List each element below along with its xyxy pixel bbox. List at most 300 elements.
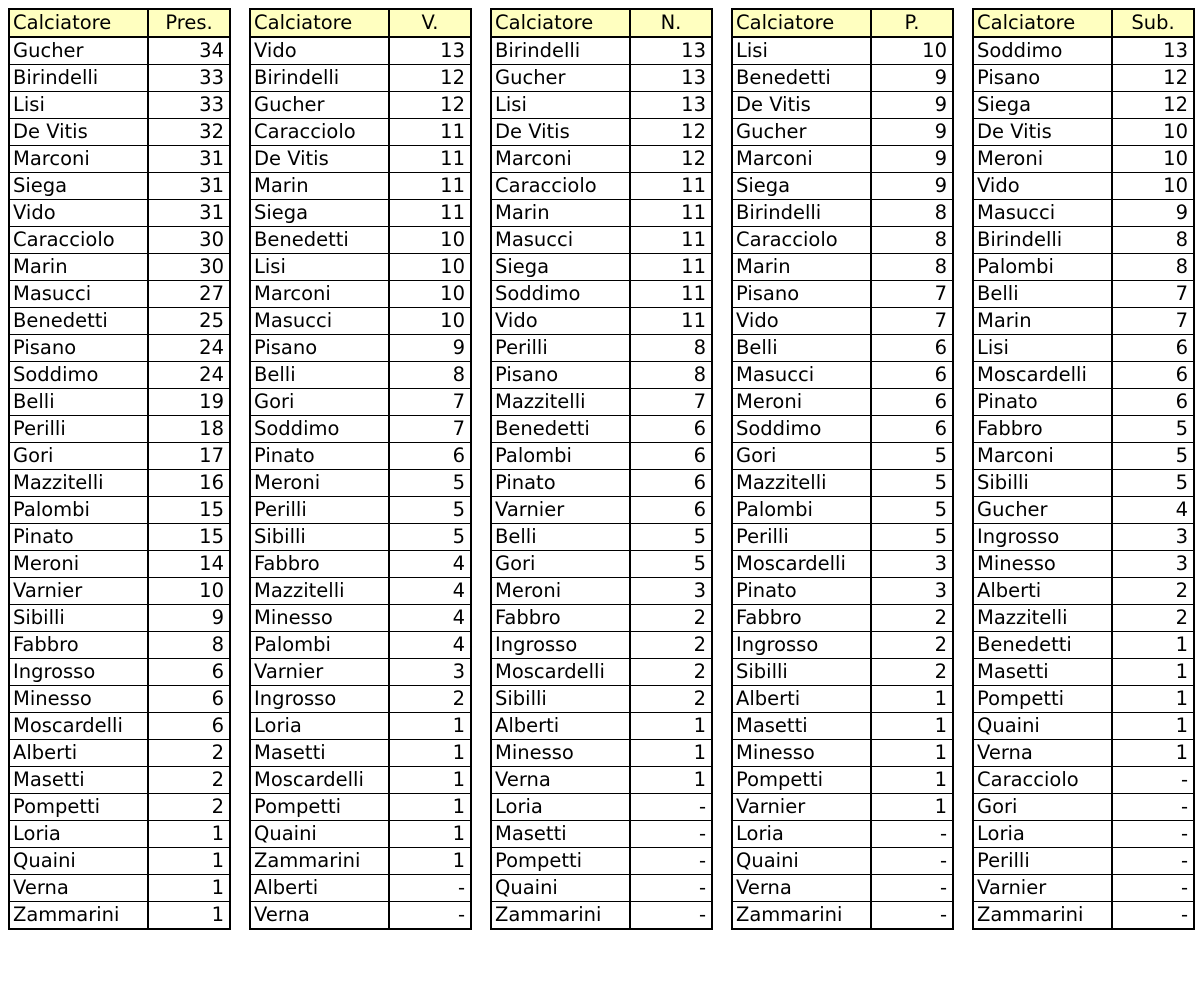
table-row (250, 92, 471, 119)
player-name-cell: Perilli (9, 416, 148, 443)
column-header-value: V. (389, 9, 471, 37)
player-name-cell: Gori (9, 443, 148, 470)
table-row (973, 443, 1194, 470)
table-row (973, 92, 1194, 119)
player-name-cell: Marin (732, 254, 871, 281)
player-name-cell: Siega (250, 200, 389, 227)
player-name-cell: Masucci (732, 362, 871, 389)
stat-value-cell: 1 (148, 848, 230, 875)
player-name-cell: Birindelli (250, 65, 389, 92)
stat-value-cell: 11 (389, 146, 471, 173)
player-name-cell: Vido (973, 173, 1112, 200)
stat-value-cell: 4 (389, 551, 471, 578)
player-name-cell: Sibilli (732, 659, 871, 686)
table-row (973, 551, 1194, 578)
table-row (973, 902, 1194, 930)
stat-value-cell: 10 (1112, 146, 1194, 173)
stat-value-cell: 13 (1112, 37, 1194, 65)
table-row (973, 605, 1194, 632)
stat-value-cell: 5 (389, 470, 471, 497)
player-name-cell: Sibilli (491, 686, 630, 713)
table-row (491, 659, 712, 686)
stat-value-cell: 8 (871, 200, 953, 227)
stat-value-cell: 30 (148, 227, 230, 254)
stat-value-cell: 9 (1112, 200, 1194, 227)
player-name-cell: Lisi (9, 92, 148, 119)
player-name-cell: Zammarini (491, 902, 630, 930)
table-row (973, 65, 1194, 92)
player-name-cell: Quaini (732, 848, 871, 875)
player-name-cell: Gori (250, 389, 389, 416)
stat-value-cell: 7 (630, 389, 712, 416)
player-name-cell: Alberti (9, 740, 148, 767)
player-name-cell: Moscardelli (732, 551, 871, 578)
table-row (973, 821, 1194, 848)
stat-value-cell: 10 (389, 254, 471, 281)
header-row (732, 9, 953, 37)
table-row (250, 416, 471, 443)
player-name-cell: De Vitis (973, 119, 1112, 146)
player-name-cell: Varnier (9, 578, 148, 605)
player-name-cell: Mazzitelli (491, 389, 630, 416)
table-row (9, 308, 230, 335)
stat-value-cell: 10 (1112, 119, 1194, 146)
stat-value-cell: 8 (630, 362, 712, 389)
stat-value-cell: 9 (871, 146, 953, 173)
player-name-cell: Mazzitelli (732, 470, 871, 497)
table-row (250, 605, 471, 632)
player-name-cell: Pinato (9, 524, 148, 551)
stat-value-cell: 13 (630, 37, 712, 65)
stat-value-cell: 1 (1112, 659, 1194, 686)
table-row (491, 335, 712, 362)
table-row (732, 227, 953, 254)
stat-value-cell: 15 (148, 524, 230, 551)
player-name-cell: Siega (9, 173, 148, 200)
stat-value-cell: - (1112, 821, 1194, 848)
stat-value-cell: 3 (871, 578, 953, 605)
stat-value-cell: 1 (389, 848, 471, 875)
player-name-cell: Zammarini (250, 848, 389, 875)
stat-value-cell: 2 (871, 659, 953, 686)
table-row (732, 200, 953, 227)
table-row (732, 146, 953, 173)
table-row (491, 200, 712, 227)
table-row (250, 146, 471, 173)
player-name-cell: Varnier (491, 497, 630, 524)
player-name-cell: Soddimo (9, 362, 148, 389)
stat-value-cell: 1 (1112, 740, 1194, 767)
player-name-cell: Pinato (491, 470, 630, 497)
player-name-cell: Alberti (973, 578, 1112, 605)
player-name-cell: Lisi (973, 335, 1112, 362)
stat-value-cell: 12 (389, 65, 471, 92)
stat-value-cell: - (1112, 875, 1194, 902)
player-name-cell: Gori (973, 794, 1112, 821)
table-row (491, 92, 712, 119)
player-name-cell: Vido (250, 37, 389, 65)
table-row (491, 740, 712, 767)
stat-value-cell: 6 (630, 416, 712, 443)
player-name-cell: Meroni (9, 551, 148, 578)
table-row (732, 173, 953, 200)
player-name-cell: Zammarini (9, 902, 148, 930)
player-name-cell: Pompetti (732, 767, 871, 794)
stat-value-cell: 5 (871, 524, 953, 551)
stat-value-cell: 5 (871, 443, 953, 470)
table-row (250, 254, 471, 281)
table-row (732, 335, 953, 362)
stat-value-cell: - (871, 848, 953, 875)
table-row (732, 713, 953, 740)
column-header-calciatore: Calciatore (9, 9, 148, 37)
player-name-cell: Siega (732, 173, 871, 200)
stat-value-cell: - (1112, 848, 1194, 875)
stat-value-cell: 1 (630, 713, 712, 740)
stat-value-cell: 3 (1112, 524, 1194, 551)
stat-value-cell: 32 (148, 119, 230, 146)
table-row (973, 686, 1194, 713)
stat-value-cell: 1 (1112, 713, 1194, 740)
table-row (9, 470, 230, 497)
table-row (250, 551, 471, 578)
player-name-cell: Loria (9, 821, 148, 848)
stat-value-cell: - (389, 902, 471, 930)
table-row (973, 146, 1194, 173)
table-row (250, 713, 471, 740)
stats-table-presenze (8, 8, 231, 930)
player-name-cell: Fabbro (973, 416, 1112, 443)
table-row (732, 308, 953, 335)
player-name-cell: Ingrosso (9, 659, 148, 686)
table-row (491, 713, 712, 740)
table-row (9, 119, 230, 146)
player-name-cell: Palombi (491, 443, 630, 470)
player-name-cell: Verna (973, 740, 1112, 767)
stat-value-cell: 10 (389, 281, 471, 308)
table-row (491, 281, 712, 308)
player-name-cell: Marin (491, 200, 630, 227)
stat-value-cell: 4 (389, 632, 471, 659)
player-name-cell: Pisano (732, 281, 871, 308)
player-name-cell: Sibilli (250, 524, 389, 551)
player-name-cell: Palombi (732, 497, 871, 524)
stat-value-cell: 11 (630, 308, 712, 335)
stats-table-vittorie (249, 8, 472, 930)
table-row (9, 443, 230, 470)
table-row (973, 740, 1194, 767)
table-row (491, 686, 712, 713)
stat-value-cell: 1 (1112, 686, 1194, 713)
stat-value-cell: 6 (871, 335, 953, 362)
stat-value-cell: 11 (630, 254, 712, 281)
table-row (732, 119, 953, 146)
stat-value-cell: 10 (1112, 173, 1194, 200)
stat-value-cell: 5 (1112, 443, 1194, 470)
stat-value-cell: 14 (148, 551, 230, 578)
table-row (973, 470, 1194, 497)
player-name-cell: Birindelli (491, 37, 630, 65)
player-name-cell: Moscardelli (250, 767, 389, 794)
player-name-cell: Vido (9, 200, 148, 227)
table-row (250, 686, 471, 713)
stat-value-cell: 2 (630, 686, 712, 713)
player-name-cell: Soddimo (250, 416, 389, 443)
stat-value-cell: 12 (1112, 65, 1194, 92)
player-name-cell: Meroni (491, 578, 630, 605)
stat-value-cell: - (630, 821, 712, 848)
table-row (491, 389, 712, 416)
stat-value-cell: 1 (148, 821, 230, 848)
table-row (973, 416, 1194, 443)
table-row (250, 37, 471, 65)
stat-value-cell: - (1112, 767, 1194, 794)
header-row (491, 9, 712, 37)
table-row (732, 524, 953, 551)
player-name-cell: De Vitis (9, 119, 148, 146)
stat-value-cell: 9 (389, 335, 471, 362)
player-name-cell: Ingrosso (250, 686, 389, 713)
stat-value-cell: 1 (630, 740, 712, 767)
player-name-cell: Birindelli (973, 227, 1112, 254)
stat-value-cell: 2 (630, 659, 712, 686)
stat-value-cell: 4 (389, 578, 471, 605)
stat-value-cell: 5 (1112, 470, 1194, 497)
stat-value-cell: 25 (148, 308, 230, 335)
player-name-cell: Minesso (491, 740, 630, 767)
stat-value-cell: - (1112, 794, 1194, 821)
stat-value-cell: 33 (148, 92, 230, 119)
table-row (250, 821, 471, 848)
table-row (250, 578, 471, 605)
player-name-cell: Perilli (973, 848, 1112, 875)
table-row (732, 362, 953, 389)
table-row (732, 389, 953, 416)
stat-value-cell: 6 (871, 416, 953, 443)
stat-value-cell: 17 (148, 443, 230, 470)
stat-value-cell: 19 (148, 389, 230, 416)
stat-value-cell: 5 (871, 470, 953, 497)
table-row (732, 659, 953, 686)
table-row (732, 470, 953, 497)
table-row (9, 848, 230, 875)
table-row (9, 416, 230, 443)
table-row (491, 146, 712, 173)
stat-value-cell: 8 (1112, 227, 1194, 254)
player-name-cell: De Vitis (491, 119, 630, 146)
player-name-cell: Minesso (250, 605, 389, 632)
player-name-cell: Masucci (9, 281, 148, 308)
player-name-cell: Marconi (732, 146, 871, 173)
stat-value-cell: 2 (1112, 605, 1194, 632)
table-row (9, 37, 230, 65)
stat-value-cell: 7 (871, 281, 953, 308)
table-row (491, 848, 712, 875)
player-name-cell: Loria (250, 713, 389, 740)
table-row (491, 65, 712, 92)
stat-value-cell: 30 (148, 254, 230, 281)
table-row (732, 632, 953, 659)
table-row (973, 200, 1194, 227)
stat-value-cell: 10 (389, 227, 471, 254)
player-name-cell: Benedetti (973, 632, 1112, 659)
player-name-cell: Caracciolo (491, 173, 630, 200)
player-name-cell: Moscardelli (491, 659, 630, 686)
player-name-cell: Birindelli (732, 200, 871, 227)
player-name-cell: Pompetti (9, 794, 148, 821)
player-name-cell: Quaini (250, 821, 389, 848)
stat-value-cell: 1 (389, 740, 471, 767)
table-row (732, 578, 953, 605)
table-row (250, 308, 471, 335)
table-row (250, 470, 471, 497)
table-row (250, 119, 471, 146)
stat-value-cell: 8 (871, 254, 953, 281)
stat-value-cell: 6 (1112, 335, 1194, 362)
player-name-cell: De Vitis (732, 92, 871, 119)
player-name-cell: Caracciolo (250, 119, 389, 146)
table-row (250, 200, 471, 227)
stat-value-cell: 7 (389, 416, 471, 443)
stat-value-cell: - (630, 875, 712, 902)
table-row (9, 821, 230, 848)
stat-value-cell: 2 (630, 632, 712, 659)
player-name-cell: Zammarini (732, 902, 871, 930)
player-name-cell: Belli (491, 524, 630, 551)
stat-value-cell: - (1112, 902, 1194, 930)
table-row (250, 794, 471, 821)
stat-value-cell: 2 (148, 740, 230, 767)
table-row (250, 389, 471, 416)
table-row (973, 848, 1194, 875)
stat-value-cell: 1 (630, 767, 712, 794)
player-name-cell: Minesso (973, 551, 1112, 578)
table-row (250, 65, 471, 92)
player-name-cell: Marin (973, 308, 1112, 335)
stat-value-cell: 12 (630, 146, 712, 173)
player-name-cell: Belli (973, 281, 1112, 308)
table-row (732, 281, 953, 308)
stat-value-cell: 3 (630, 578, 712, 605)
table-row (491, 821, 712, 848)
player-name-cell: Moscardelli (9, 713, 148, 740)
table-row (9, 200, 230, 227)
stat-value-cell: - (389, 875, 471, 902)
stat-value-cell: - (630, 848, 712, 875)
stat-value-cell: 10 (148, 578, 230, 605)
stat-value-cell: - (630, 794, 712, 821)
stat-value-cell: 2 (148, 794, 230, 821)
player-name-cell: Mazzitelli (973, 605, 1112, 632)
table-row (250, 281, 471, 308)
player-name-cell: Siega (491, 254, 630, 281)
player-name-cell: Masucci (491, 227, 630, 254)
player-name-cell: Birindelli (9, 65, 148, 92)
stat-value-cell: 5 (630, 524, 712, 551)
column-header-value: Pres. (148, 9, 230, 37)
player-name-cell: Loria (491, 794, 630, 821)
table-row (491, 632, 712, 659)
table-row (973, 875, 1194, 902)
table-row (250, 227, 471, 254)
player-name-cell: Palombi (973, 254, 1112, 281)
stat-value-cell: 13 (630, 65, 712, 92)
stat-value-cell: 11 (630, 281, 712, 308)
player-name-cell: Belli (732, 335, 871, 362)
player-name-cell: Verna (732, 875, 871, 902)
player-name-cell: Gori (732, 443, 871, 470)
table-row (491, 416, 712, 443)
stat-value-cell: 6 (389, 443, 471, 470)
table-row (973, 227, 1194, 254)
column-header-calciatore: Calciatore (250, 9, 389, 37)
table-row (9, 551, 230, 578)
table-row (973, 497, 1194, 524)
table-row (732, 416, 953, 443)
table-row (9, 659, 230, 686)
column-header-value: P. (871, 9, 953, 37)
stat-value-cell: 12 (389, 92, 471, 119)
table-row (9, 524, 230, 551)
table-row (250, 659, 471, 686)
table-row (9, 362, 230, 389)
table-row (732, 821, 953, 848)
stat-value-cell: 6 (630, 470, 712, 497)
player-name-cell: Perilli (732, 524, 871, 551)
stat-value-cell: 1 (148, 902, 230, 930)
player-name-cell: Sibilli (9, 605, 148, 632)
player-name-cell: Marin (250, 173, 389, 200)
player-name-cell: Meroni (250, 470, 389, 497)
player-name-cell: Gucher (973, 497, 1112, 524)
player-name-cell: Meroni (973, 146, 1112, 173)
player-name-cell: Lisi (491, 92, 630, 119)
table-row (732, 551, 953, 578)
player-name-cell: Gucher (250, 92, 389, 119)
player-name-cell: Masetti (973, 659, 1112, 686)
stat-value-cell: 6 (1112, 389, 1194, 416)
player-name-cell: Gucher (9, 37, 148, 65)
stat-value-cell: 3 (871, 551, 953, 578)
stat-value-cell: 2 (389, 686, 471, 713)
table-row (491, 902, 712, 930)
column-header-value: Sub. (1112, 9, 1194, 37)
stat-value-cell: 1 (1112, 632, 1194, 659)
player-name-cell: Ingrosso (973, 524, 1112, 551)
stat-value-cell: 3 (389, 659, 471, 686)
table-row (491, 362, 712, 389)
table-row (973, 524, 1194, 551)
player-name-cell: Soddimo (491, 281, 630, 308)
stat-value-cell: 8 (630, 335, 712, 362)
column-header-calciatore: Calciatore (491, 9, 630, 37)
table-row (491, 551, 712, 578)
player-name-cell: Soddimo (973, 37, 1112, 65)
player-name-cell: Belli (250, 362, 389, 389)
table-row (732, 794, 953, 821)
player-name-cell: Benedetti (9, 308, 148, 335)
stat-value-cell: 11 (630, 227, 712, 254)
table-row (732, 92, 953, 119)
player-name-cell: Sibilli (973, 470, 1112, 497)
stat-value-cell: 8 (148, 632, 230, 659)
stat-value-cell: 27 (148, 281, 230, 308)
stat-value-cell: 8 (871, 227, 953, 254)
table-row (250, 443, 471, 470)
player-name-cell: Pompetti (250, 794, 389, 821)
table-row (732, 848, 953, 875)
player-name-cell: Marconi (9, 146, 148, 173)
